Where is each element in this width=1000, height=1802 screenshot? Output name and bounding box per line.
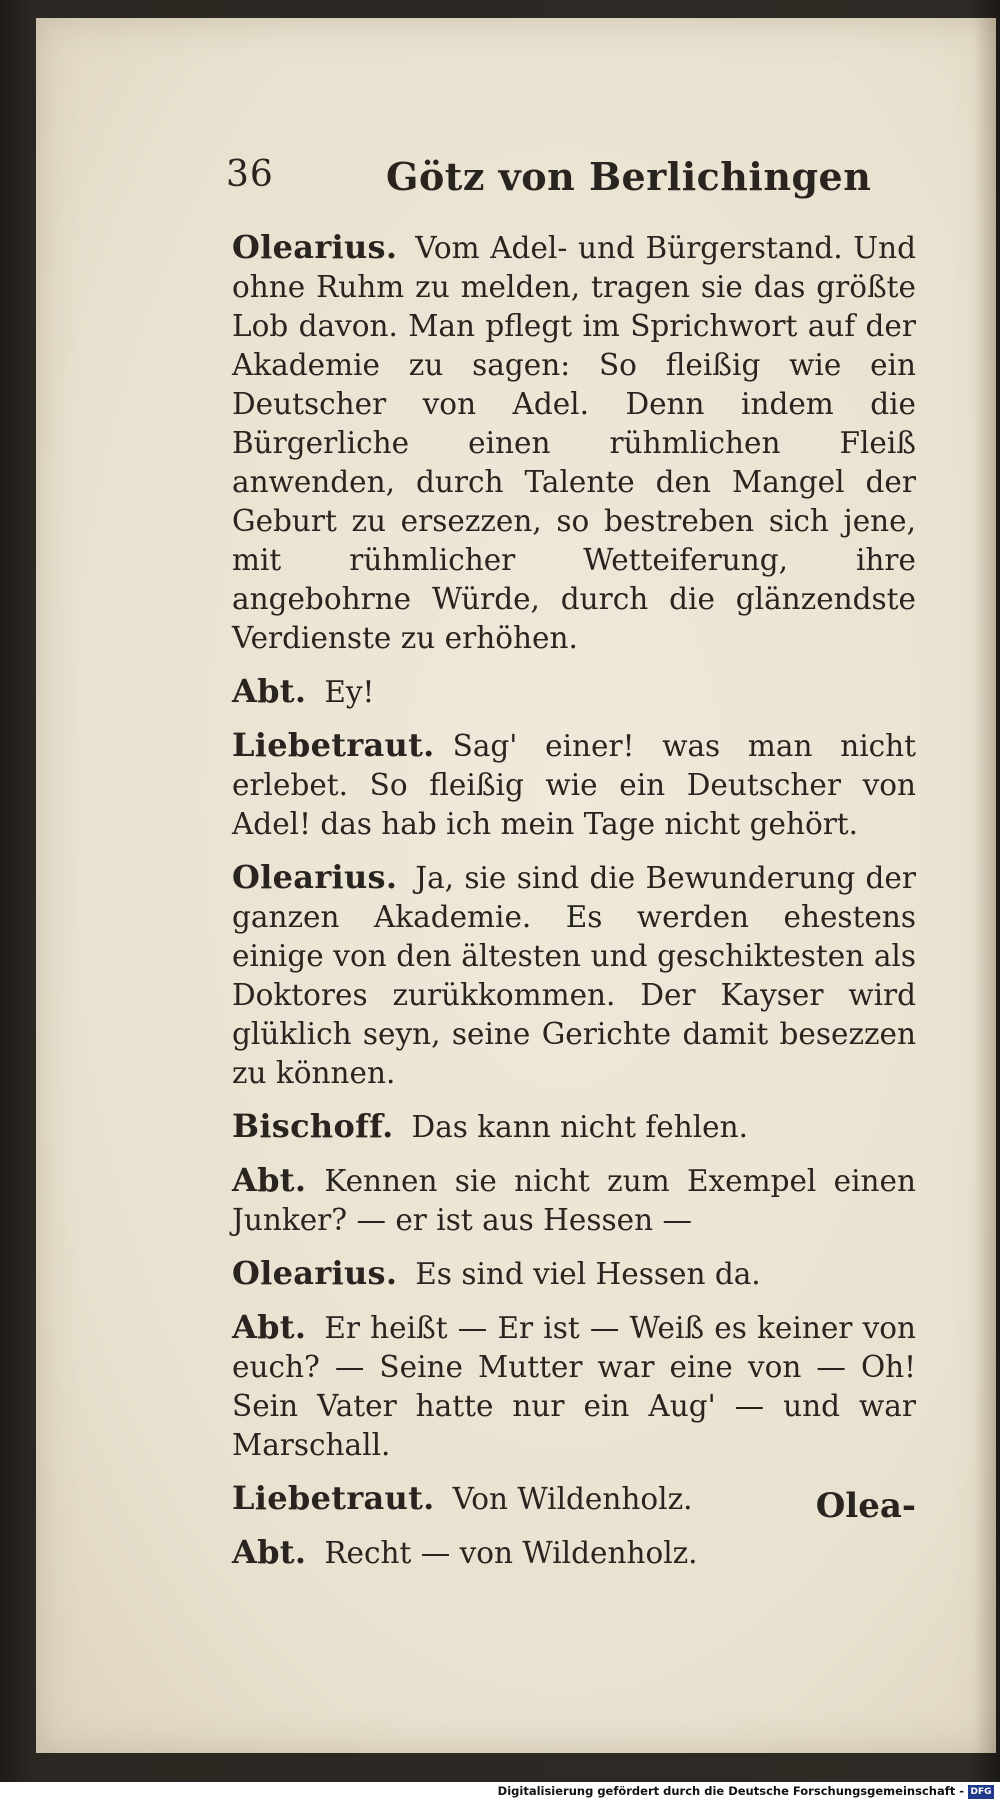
dialogue-text: Recht — von Wildenholz.: [324, 1536, 698, 1570]
dialogue-text: Von Wildenholz.: [452, 1482, 693, 1516]
speaker-name: Abt.: [232, 1533, 307, 1571]
dialogue-line: [232, 726, 916, 844]
digitization-note: Digitalisierung gefördert durch die Deutsche Forschungsgemeinschaft -: [497, 1784, 964, 1798]
dialogue-text: Er heißt — Er ist — Weiß es keiner von euch? — Seine Mutter war eine von — Oh! Sein Vater hatte nur ein Aug' — und war Marschall.: [232, 1311, 916, 1462]
dialogue-line: [232, 228, 916, 658]
running-head: Götz von Berlichingen: [386, 154, 872, 199]
dialogue-line: [232, 1107, 916, 1147]
dialogue-text: Kennen sie nicht zum Exempel einen Junker? — er ist aus Hessen —: [232, 1164, 916, 1237]
dialogue-line: [232, 1161, 916, 1240]
speaker-name: Abt.: [232, 1308, 307, 1346]
dialogue-line: [232, 858, 916, 1093]
catchword: Olea-: [815, 1486, 916, 1526]
dialogue-text: Ey!: [324, 675, 375, 709]
dialogue-line: [232, 1479, 916, 1519]
dialogue-line: [232, 672, 916, 712]
dialogue-text: Das kann nicht fehlen.: [411, 1110, 748, 1144]
speaker-name: Bischoff.: [232, 1107, 394, 1145]
dialogue-text: Es sind viel Hessen da.: [415, 1257, 761, 1291]
speaker-name: Abt.: [232, 672, 307, 710]
speaker-name: Olearius.: [232, 228, 398, 266]
dialogue-line: [232, 1254, 916, 1294]
page-header: [226, 154, 916, 214]
dfg-logo-icon: DFG: [968, 1785, 994, 1799]
speaker-name: Liebetraut.: [232, 726, 435, 764]
speaker-name: Liebetraut.: [232, 1479, 435, 1517]
page-number: 36: [226, 154, 274, 195]
dialogue-text: Sag' einer! was man nicht erlebet. So fleißig wie ein Deutscher von Adel! das hab ich mein Tage nicht gehört.: [232, 729, 916, 841]
dialogue-line: [232, 1533, 916, 1573]
speaker-name: Olearius.: [232, 1254, 398, 1292]
dialogue-text: Vom Adel- und Bürgerstand. Und ohne Ruhm zu melden, tragen sie das größte Lob davon. Man pflegt im Sprichwort auf der Akademie zu sagen: So fleißig wie ein Deutscher von Adel. Denn indem die Bürgerliche einen rühmlichen Fleiß anwenden, durch Talente den Mangel der Geburt zu ersezzen, so bestreben sich jene, mit rühmlicher Wetteiferung, ihre angebohrne Würde, durch die glänzendste Verdienste zu erhöhen.: [232, 231, 916, 655]
dialogue-line: [232, 1308, 916, 1465]
play-text: [232, 228, 916, 1587]
dialogue-text: Ja, sie sind die Bewunderung der ganzen Akademie. Es werden ehestens einige von den ältesten und geschiktesten als Doktores zurükkommen. Der Kayser wird glüklich seyn, seine Gerichte damit besezzen zu können.: [232, 861, 916, 1090]
speaker-name: Olearius.: [232, 858, 398, 896]
speaker-name: Abt.: [232, 1161, 307, 1199]
